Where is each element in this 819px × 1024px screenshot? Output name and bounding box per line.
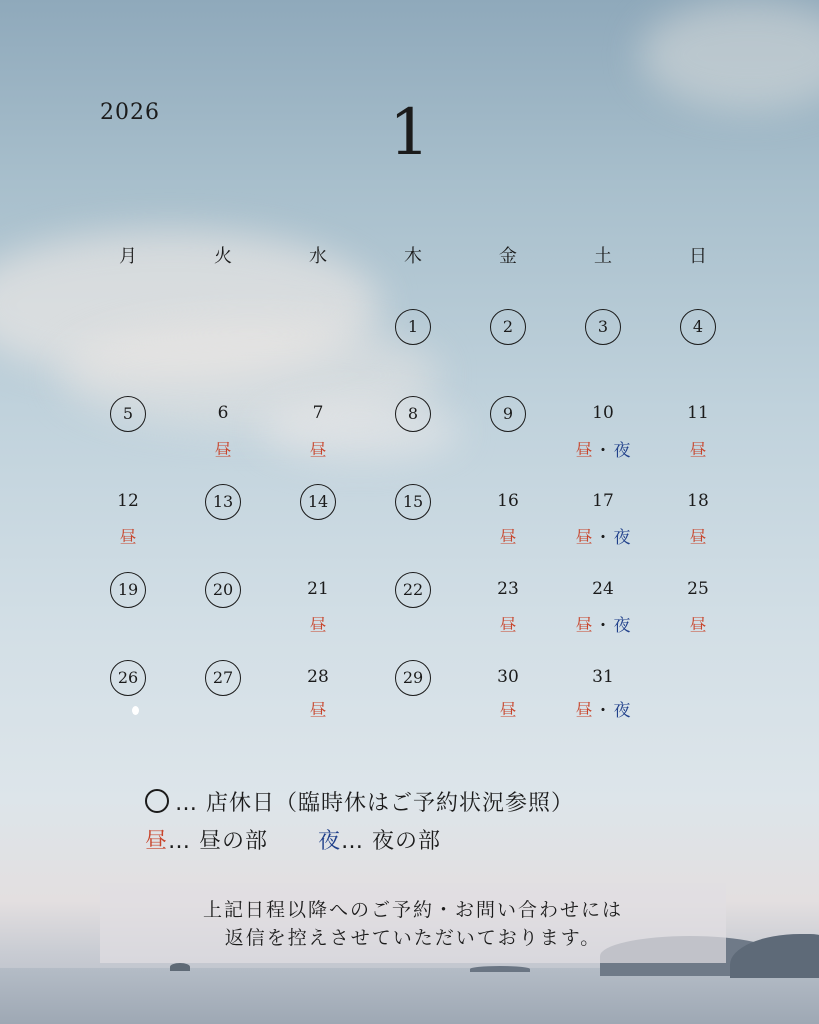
tag-hiru-yoru xyxy=(563,696,643,721)
tag-hiru: 昼 xyxy=(214,441,232,461)
tag-hiru: 昼 xyxy=(689,441,707,461)
tag-hiru: 昼 xyxy=(575,528,593,548)
day-closed: 22 xyxy=(395,572,431,608)
weekday-mon: 月 xyxy=(119,246,137,267)
month-label: 1 xyxy=(389,96,430,170)
weekday-sun: 日 xyxy=(689,246,707,267)
day-closed: 2 xyxy=(490,309,526,345)
day-number: 11 xyxy=(687,403,709,423)
day-closed: 27 xyxy=(205,660,241,696)
weekday-wed: 水 xyxy=(309,246,327,267)
tag-hiru: 昼 xyxy=(499,616,517,636)
notice-box xyxy=(100,883,726,963)
legend-yoru-text: … 夜の部 xyxy=(341,829,442,854)
day-closed: 8 xyxy=(395,396,431,432)
day-closed: 9 xyxy=(490,396,526,432)
day-number: 12 xyxy=(117,491,139,511)
legend-closed-text: … 店休日（臨時休はご予約状況参照） xyxy=(175,791,574,816)
day-closed: 5 xyxy=(110,396,146,432)
tag-hiru: 昼 xyxy=(575,701,593,721)
day-number: 25 xyxy=(687,579,709,599)
legend-closed xyxy=(145,786,574,817)
tag-hiru-yoru xyxy=(563,436,643,461)
mountain xyxy=(470,966,530,972)
day-number: 10 xyxy=(592,403,614,423)
tag-hiru-yoru xyxy=(563,523,643,548)
tag-separator: ・ xyxy=(594,701,612,721)
day-closed: 19 xyxy=(110,572,146,608)
day-number: 23 xyxy=(497,579,519,599)
day-number: 7 xyxy=(312,403,324,423)
sea xyxy=(0,968,819,1024)
weekday-fri: 金 xyxy=(499,246,517,267)
day-number: 16 xyxy=(497,491,519,511)
tag-hiru: 昼 xyxy=(689,528,707,548)
weekday-sat: 土 xyxy=(594,246,612,267)
mountain xyxy=(170,963,190,971)
tag-hiru: 昼 xyxy=(119,528,137,548)
year-label: 2026 xyxy=(100,100,160,125)
legend-yoru-mark: 夜 xyxy=(318,829,342,854)
tag-yoru: 夜 xyxy=(613,701,631,721)
tag-yoru: 夜 xyxy=(613,616,631,636)
tag-hiru: 昼 xyxy=(689,616,707,636)
tag-hiru-yoru xyxy=(563,611,643,636)
day-closed: 3 xyxy=(585,309,621,345)
tag-hiru: 昼 xyxy=(499,701,517,721)
day-number: 6 xyxy=(217,403,229,423)
tag-hiru: 昼 xyxy=(499,528,517,548)
weekday-thu: 木 xyxy=(404,246,422,267)
day-number: 28 xyxy=(307,667,329,687)
day-number: 30 xyxy=(497,667,519,687)
day-closed: 14 xyxy=(300,484,336,520)
tag-hiru: 昼 xyxy=(309,701,327,721)
circle-icon xyxy=(145,789,169,813)
tag-yoru: 夜 xyxy=(613,528,631,548)
notice-line-1: 上記日程以降へのご予約・お問い合わせには xyxy=(202,899,623,921)
day-number: 18 xyxy=(687,491,709,511)
day-closed: 29 xyxy=(395,660,431,696)
legend-hiru-text: … 昼の部 xyxy=(168,829,269,854)
tag-separator: ・ xyxy=(594,441,612,461)
day-number: 24 xyxy=(592,579,614,599)
tag-yoru: 夜 xyxy=(613,441,631,461)
day-number: 17 xyxy=(592,491,614,511)
day-closed: 4 xyxy=(680,309,716,345)
day-closed: 26 xyxy=(110,660,146,696)
tag-separator: ・ xyxy=(594,616,612,636)
day-closed: 13 xyxy=(205,484,241,520)
day-closed: 20 xyxy=(205,572,241,608)
legend-sessions xyxy=(145,824,441,855)
day-closed: 15 xyxy=(395,484,431,520)
tag-hiru: 昼 xyxy=(309,441,327,461)
tag-hiru: 昼 xyxy=(309,616,327,636)
day-number: 31 xyxy=(592,667,614,687)
weekday-tue: 火 xyxy=(214,246,232,267)
legend-hiru-mark: 昼 xyxy=(145,829,169,854)
notice-line-2: 返信を控えさせていただいております。 xyxy=(224,927,602,949)
day-number: 21 xyxy=(307,579,329,599)
tag-hiru: 昼 xyxy=(575,616,593,636)
day-closed: 1 xyxy=(395,309,431,345)
tag-hiru: 昼 xyxy=(575,441,593,461)
tag-separator: ・ xyxy=(594,528,612,548)
